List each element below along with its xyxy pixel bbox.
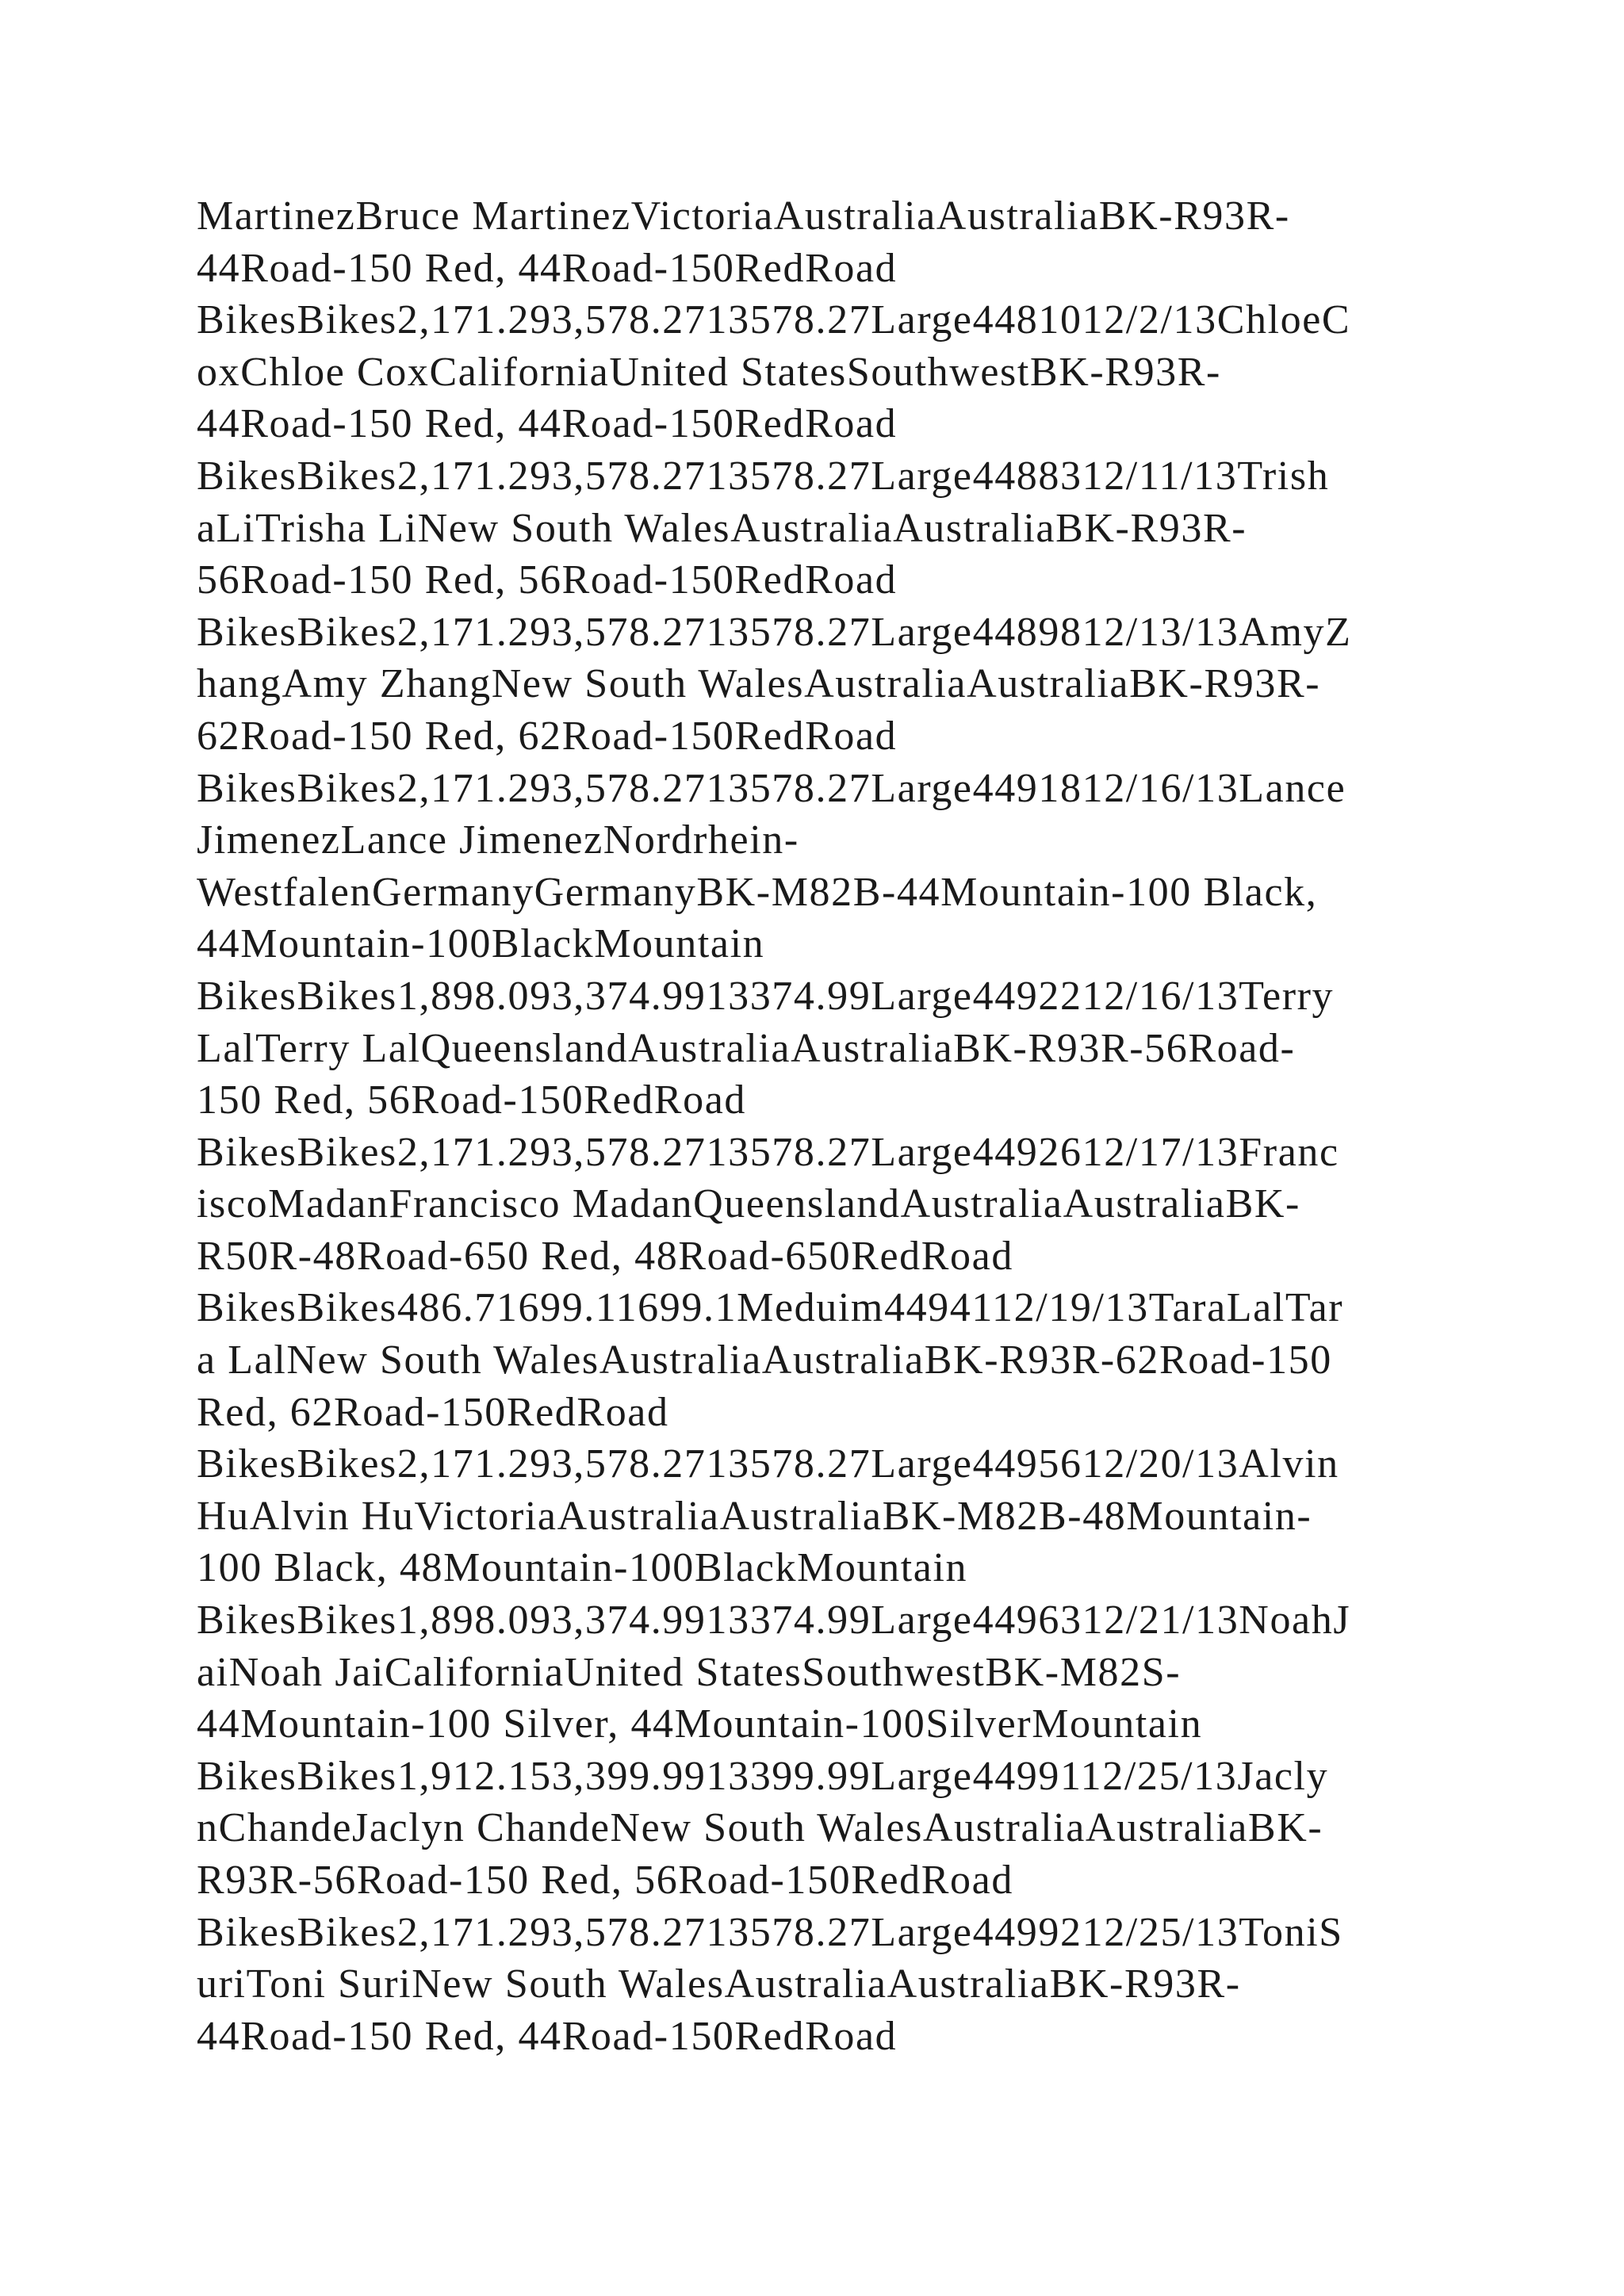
text-line: 44Road-150 Red, 44Road-150RedRoad xyxy=(197,2013,898,2059)
text-line: 44Mountain-100BlackMountain xyxy=(197,921,765,967)
text-line: oxChloe CoxCaliforniaUnited StatesSouthwestBK-R93R- xyxy=(197,349,1221,395)
text-line: JimenezLance JimenezNordrhein- xyxy=(197,817,799,863)
text-line: BikesBikes2,171.293,578.2713578.27Large4495612/20/13Alvin xyxy=(197,1441,1339,1487)
text-line: 44Road-150 Red, 44Road-150RedRoad xyxy=(197,245,898,291)
text-line: BikesBikes2,171.293,578.2713578.27Large4481012/2/13ChloeC xyxy=(197,297,1351,343)
text-line: BikesBikes1,898.093,374.9913374.99Large4492212/16/13Terry xyxy=(197,973,1335,1019)
text-line: iscoMadanFrancisco MadanQueenslandAustraliaAustraliaBK- xyxy=(197,1181,1300,1227)
text-line: BikesBikes2,171.293,578.2713578.27Large4489812/13/13AmyZ xyxy=(197,609,1352,655)
text-line: R93R-56Road-150 Red, 56Road-150RedRoad xyxy=(197,1858,1013,1903)
text-line: 100 Black, 48Mountain-100BlackMountain xyxy=(197,1545,968,1591)
text-line: R50R-48Road-650 Red, 48Road-650RedRoad xyxy=(197,1233,1013,1279)
text-line: nChandeJaclyn ChandeNew South WalesAustraliaAustraliaBK- xyxy=(197,1805,1323,1851)
text-line: Red, 62Road-150RedRoad xyxy=(197,1389,669,1435)
text-line: MartinezBruce MartinezVictoriaAustraliaAustraliaBK-R93R- xyxy=(197,193,1290,239)
text-line: BikesBikes1,898.093,374.9913374.99Large4496312/21/13NoahJ xyxy=(197,1598,1351,1644)
text-line: a LalNew South WalesAustraliaAustraliaBK-R93R-62Road-150 xyxy=(197,1337,1332,1383)
text-line: 62Road-150 Red, 62Road-150RedRoad xyxy=(197,713,898,759)
text-line: aLiTrisha LiNew South WalesAustraliaAustraliaBK-R93R- xyxy=(197,505,1247,551)
text-line: LalTerry LalQueenslandAustraliaAustraliaBK-R93R-56Road- xyxy=(197,1025,1296,1071)
text-line: 150 Red, 56Road-150RedRoad xyxy=(197,1077,746,1123)
text-line: BikesBikes2,171.293,578.2713578.27Large4499212/25/13ToniS xyxy=(197,1909,1343,1955)
text-line: 44Mountain-100 Silver, 44Mountain-100SilverMountain xyxy=(197,1701,1203,1747)
text-line: 56Road-150 Red, 56Road-150RedRoad xyxy=(197,557,898,603)
text-line: hangAmy ZhangNew South WalesAustraliaAustraliaBK-R93R- xyxy=(197,661,1321,707)
text-line: BikesBikes486.71699.11699.1Meduim4494112/19/13TaraLalTar xyxy=(197,1285,1344,1331)
text-line: WestfalenGermanyGermanyBK-M82B-44Mountain-100 Black, xyxy=(197,869,1318,915)
text-line: BikesBikes1,912.153,399.9913399.99Large4499112/25/13Jacly xyxy=(197,1753,1329,1799)
text-line: BikesBikes2,171.293,578.2713578.27Large4488312/11/13Trish xyxy=(197,453,1330,499)
text-line: 44Road-150 Red, 44Road-150RedRoad xyxy=(197,401,898,447)
text-line: BikesBikes2,171.293,578.2713578.27Large4491812/16/13Lance xyxy=(197,765,1346,811)
text-line: BikesBikes2,171.293,578.2713578.27Large4492612/17/13Franc xyxy=(197,1129,1339,1175)
text-line: uriToni SuriNew South WalesAustraliaAustraliaBK-R93R- xyxy=(197,1961,1241,2007)
text-line: aiNoah JaiCaliforniaUnited StatesSouthwestBK-M82S- xyxy=(197,1649,1182,1695)
text-line: HuAlvin HuVictoriaAustraliaAustraliaBK-M82B-48Mountain- xyxy=(197,1493,1312,1539)
document-body-text xyxy=(197,190,1450,2062)
